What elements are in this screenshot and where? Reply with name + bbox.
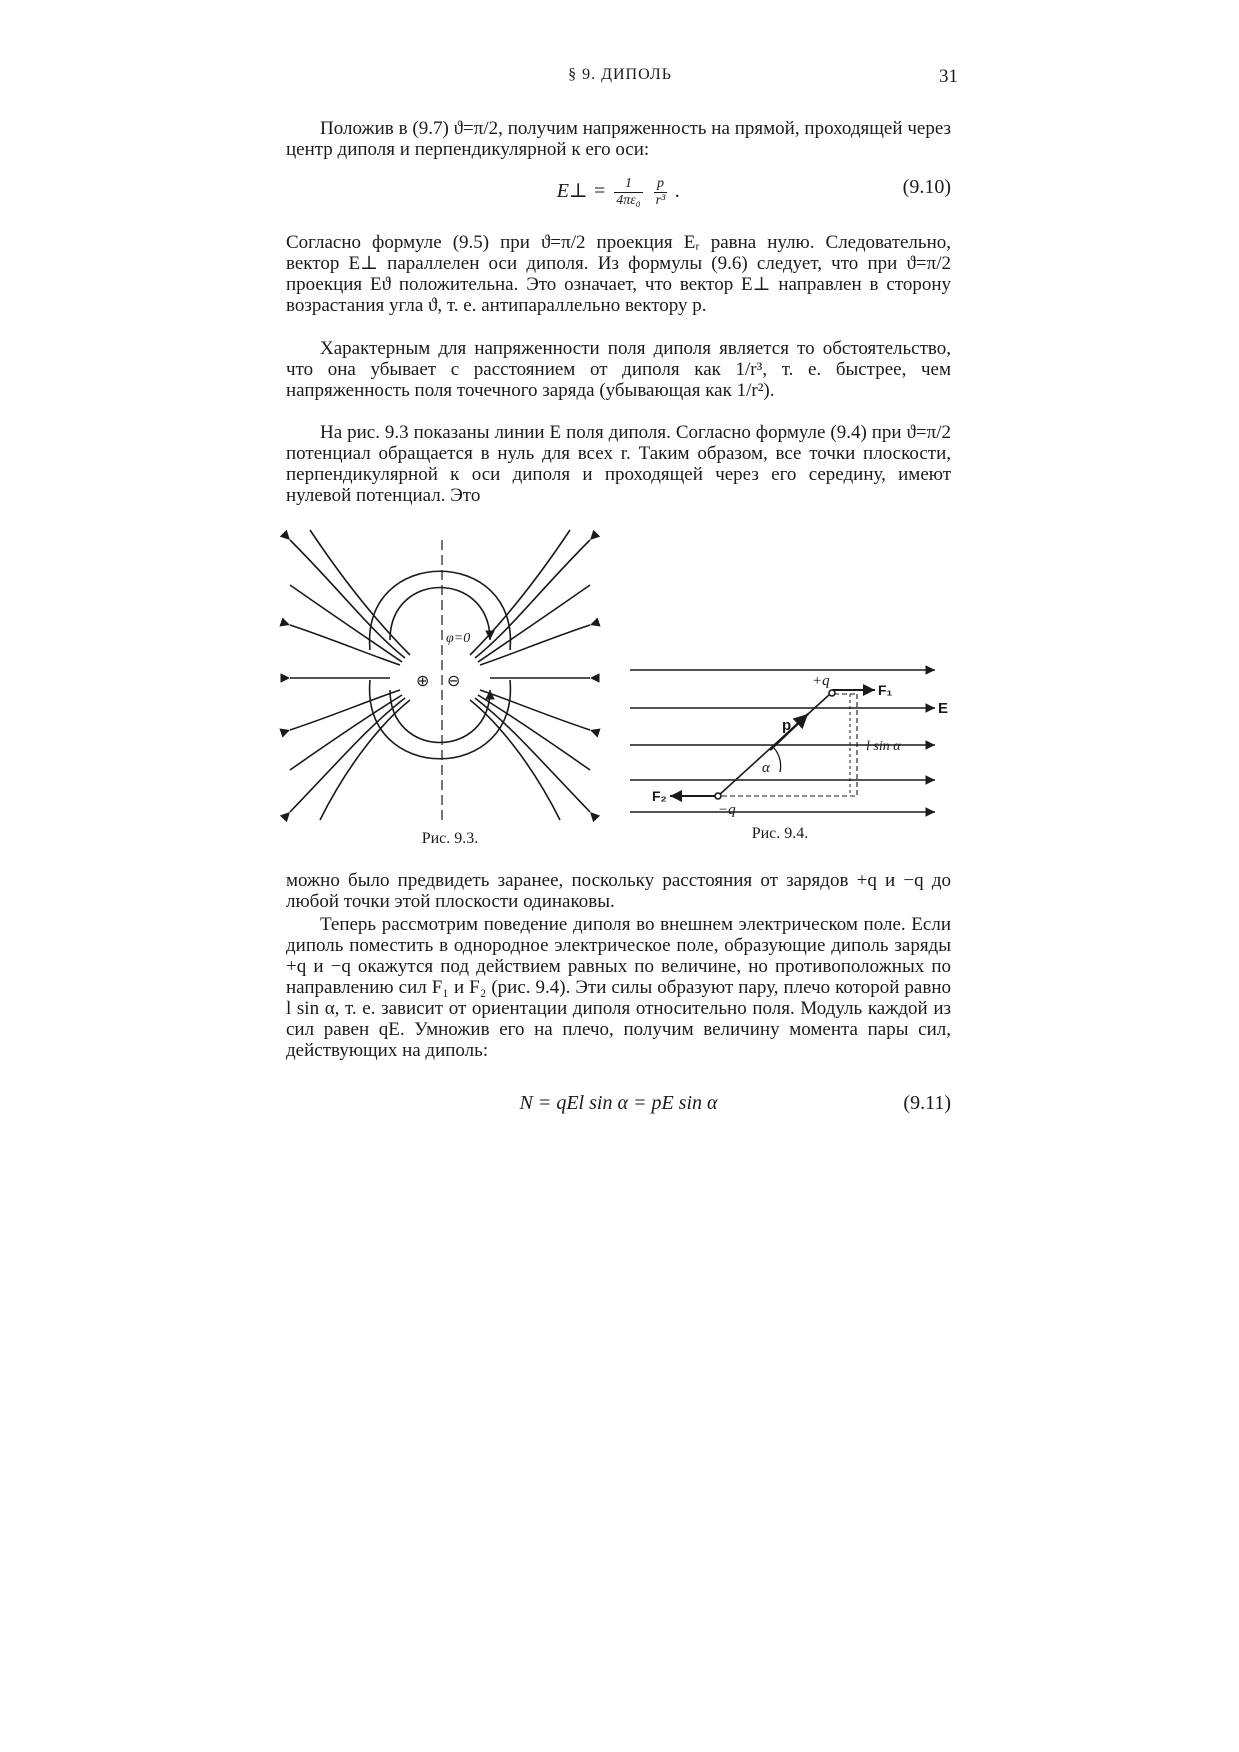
label-minus-q: −q bbox=[718, 802, 736, 818]
equation-9-11 bbox=[286, 1086, 951, 1126]
equation-number: (9.10) bbox=[902, 176, 951, 198]
paragraph-4: На рис. 9.3 показаны линии E поля диполя. Согласно формуле (9.4) при ϑ=π/2 потенциал обращается в нуль для всех r. Таким образом, все точки плоскости, перпендикулярной к оси диполя и проходящей через его середину, имеют нулевой потенциал. Это bbox=[286, 422, 951, 506]
figure-9-3 bbox=[290, 530, 590, 820]
equation-body: N = qEl sin α = pE sin α bbox=[519, 1092, 718, 1114]
plus-charge-icon: ⊕ bbox=[416, 671, 430, 690]
caption-9-3: Рис. 9.3. bbox=[421, 830, 479, 847]
caption-9-4: Рис. 9.4. bbox=[751, 825, 809, 842]
figure-9-4 bbox=[630, 660, 950, 820]
label-plus-q: +q bbox=[812, 673, 830, 689]
equation-9-10 bbox=[286, 170, 951, 210]
label-p: p bbox=[782, 717, 792, 734]
label-phi-zero: φ=0 bbox=[446, 631, 471, 646]
paragraph-2: Согласно формуле (9.5) при ϑ=π/2 проекция Eᵣ равна нулю. Следовательно, вектор E⊥ параллелен оси диполя. Из формулы (9.6) следует, что при ϑ=π/2 проекция Eϑ положительна. Это означает, что вектор E⊥ направлен в сторону возрастания угла ϑ, т. е. антипараллельно вектору p. bbox=[286, 232, 951, 316]
paragraph-6: Теперь рассмотрим поведение диполя во внешнем электрическом поле. Если диполь поместить в однородное электрическое поле, образующие диполь заряды +q и −q окажутся под действием равных по величине, но противоположных по направлению сил F₁ и F₂ (рис. 9.4). Эти силы образуют пару, плечо которой равно l sin α, т. е. зависит от ориентации диполя относительно поля. Модуль каждой из сил равен qE. Умножив его на плечо, получим величину момента пары сил, действующих на диполь: bbox=[286, 914, 951, 1061]
paragraph-3: Характерным для напряженности поля диполя является то обстоятельство, что она убывает с расстоянием от диполя как 1/r³, т. е. быстрее, чем напряженность поля точечного заряда (убывающая как 1/r²). bbox=[286, 338, 951, 401]
label-E: E bbox=[938, 700, 949, 717]
paragraph-5: можно было предвидеть заранее, поскольку расстояния от зарядов +q и −q до любой точки этой плоскости одинаковы. bbox=[286, 870, 951, 912]
minus-charge-icon: ⊖ bbox=[447, 671, 461, 690]
section-title: § 9. ДИПОЛЬ bbox=[568, 66, 672, 83]
label-l-sin-alpha: l sin α bbox=[866, 739, 901, 754]
label-F1: F₁ bbox=[878, 682, 893, 698]
running-header bbox=[282, 66, 958, 96]
label-alpha: α bbox=[762, 760, 770, 776]
label-F2: F₂ bbox=[652, 788, 667, 804]
equation-body: E⊥ = $\frac{1}{\text{4πε₀}}$ $\frac{p}{\text{r³}}$ . bbox=[556, 176, 681, 208]
page-number: 31 bbox=[939, 66, 958, 87]
equation-number: (9.11) bbox=[903, 1092, 951, 1114]
paragraph-1: Положив в (9.7) ϑ=π/2, получим напряженность на прямой, проходящей через центр диполя и перпендикулярной к его оси: bbox=[286, 118, 951, 160]
